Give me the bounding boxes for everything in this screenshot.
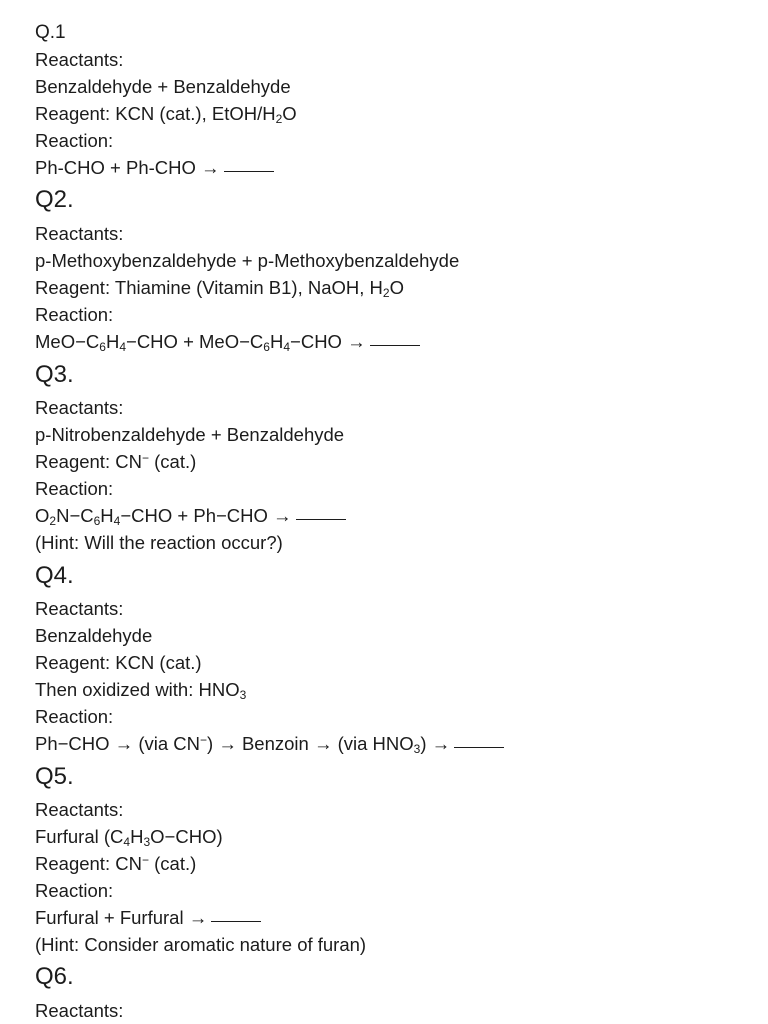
q5-reactants-label: Reactants: xyxy=(35,799,124,820)
q3-hint: (Hint: Will the reaction occur?) xyxy=(35,532,283,553)
q5-reactants-sub: 4 xyxy=(123,835,131,849)
q4-reaction-part: ) → Benzoin → (via HNO xyxy=(207,733,414,754)
q2-reaction-sub: 6 xyxy=(263,340,270,354)
q3-reaction-sub: 2 xyxy=(49,514,57,528)
q1-reagent-line xyxy=(35,102,297,126)
q1-reaction-label: Reaction: xyxy=(35,130,114,151)
q3-reagent-line xyxy=(35,450,196,474)
q4-answer-blank xyxy=(454,746,504,748)
question-5-number: Q5. xyxy=(35,763,74,790)
q2-reaction-part: MeO−C xyxy=(35,331,100,352)
q4-reaction-part: Ph−CHO → (via CN xyxy=(35,733,200,754)
q2-reaction-part: −CHO → xyxy=(290,331,366,352)
q3-reagent-label: Reagent: xyxy=(35,451,111,472)
q2-reagent-label: Reagent: xyxy=(35,277,111,298)
q2-reagent-text: Thiamine (Vitamin B1), NaOH, H xyxy=(110,277,383,298)
question-6-number: Q6. xyxy=(35,963,74,990)
q3-reagent-sup: − xyxy=(141,451,149,465)
q5-reagent-line xyxy=(35,852,196,876)
q4-reaction-line xyxy=(35,732,504,756)
q4-reactants-label: Reactants: xyxy=(35,598,124,619)
q5-reaction-line xyxy=(35,906,261,930)
q2-reaction-part: H xyxy=(269,331,284,352)
q4-reaction-label: Reaction: xyxy=(35,706,114,727)
q5-reactants-part: H xyxy=(130,826,144,847)
q5-hint: (Hint: Consider aromatic nature of furan) xyxy=(35,934,367,955)
q5-reagent-label: Reagent: xyxy=(35,853,111,874)
q4-reactants: Benzaldehyde xyxy=(35,625,153,646)
q4-oxidized-line xyxy=(35,678,246,702)
q1-reaction: Ph-CHO + Ph-CHO → xyxy=(35,157,220,178)
q2-reagent-text-end: O xyxy=(389,277,404,298)
q3-reaction-line xyxy=(35,504,346,528)
q5-reaction-label: Reaction: xyxy=(35,880,114,901)
q4-reaction-part: ) → xyxy=(420,733,451,754)
q1-reactants-label: Reactants: xyxy=(35,49,124,70)
q3-reaction-part: N−C xyxy=(56,505,94,526)
q4-oxidized-sub: 3 xyxy=(239,688,247,702)
q3-reactants: p-Nitrobenzaldehyde + Benzaldehyde xyxy=(35,424,345,445)
q2-reaction-part: −CHO + MeO−C xyxy=(126,331,264,352)
q2-reaction-label: Reaction: xyxy=(35,304,114,325)
q4-reaction-sub: 3 xyxy=(413,742,421,756)
q4-reagent-line xyxy=(35,651,202,675)
q5-answer-blank xyxy=(211,920,261,922)
q5-reagent-text-end: (cat.) xyxy=(148,853,197,874)
q5-reaction: Furfural + Furfural → xyxy=(35,907,208,928)
q2-reactants-label: Reactants: xyxy=(35,223,124,244)
q4-oxidized-label: Then oxidized with: xyxy=(35,679,194,700)
q3-reaction-part: O xyxy=(35,505,50,526)
q1-reaction-line xyxy=(35,156,274,180)
q2-reagent-line xyxy=(35,276,404,300)
q3-reaction-sub: 6 xyxy=(93,514,101,528)
q1-reagent-text-end: O xyxy=(282,103,297,124)
q4-reagent-text: KCN (cat.) xyxy=(110,652,202,673)
q5-reactants-line xyxy=(35,825,223,849)
question-4-number: Q4. xyxy=(35,562,74,589)
q3-reaction-sub: 4 xyxy=(113,514,121,528)
q1-reagent-label: Reagent: xyxy=(35,103,111,124)
q3-reaction-label: Reaction: xyxy=(35,478,114,499)
q4-oxidized-text: HNO xyxy=(193,679,240,700)
question-1-number: Q.1 xyxy=(35,22,66,43)
q1-reactants: Benzaldehyde + Benzaldehyde xyxy=(35,76,291,97)
q5-reactants-sub: 3 xyxy=(143,835,151,849)
q3-reaction-part: −CHO + Ph−CHO → xyxy=(120,505,292,526)
q2-reaction-sub: 4 xyxy=(119,340,127,354)
q2-answer-blank xyxy=(370,344,420,346)
q5-reactants-part: Furfural (C xyxy=(35,826,124,847)
q6-reactants-label: Reactants: xyxy=(35,1000,124,1021)
q2-reactants: p-Methoxybenzaldehyde + p-Methoxybenzaldehyde xyxy=(35,250,460,271)
q1-answer-blank xyxy=(224,170,274,172)
q1-reagent-text: KCN (cat.), EtOH/H xyxy=(110,103,276,124)
q3-reagent-text: CN xyxy=(110,451,142,472)
q3-answer-blank xyxy=(296,518,346,520)
q2-reaction-line xyxy=(35,330,420,354)
q2-reaction-sub: 6 xyxy=(99,340,106,354)
q5-reagent-text: CN xyxy=(110,853,142,874)
q5-reactants-part: O−CHO) xyxy=(150,826,223,847)
q2-reaction-sub: 4 xyxy=(283,340,291,354)
question-3-number: Q3. xyxy=(35,361,74,388)
q4-reagent-label: Reagent: xyxy=(35,652,111,673)
q3-reagent-text-end: (cat.) xyxy=(148,451,197,472)
q5-reagent-sup: − xyxy=(141,853,149,867)
q4-reaction-sup: − xyxy=(200,733,208,747)
q2-reagent-sub: 2 xyxy=(382,286,390,300)
q2-reaction-part: H xyxy=(105,331,120,352)
q1-reagent-sub: 2 xyxy=(275,112,283,126)
question-2-number: Q2. xyxy=(35,186,74,213)
q3-reaction-part: H xyxy=(100,505,114,526)
q3-reactants-label: Reactants: xyxy=(35,397,124,418)
